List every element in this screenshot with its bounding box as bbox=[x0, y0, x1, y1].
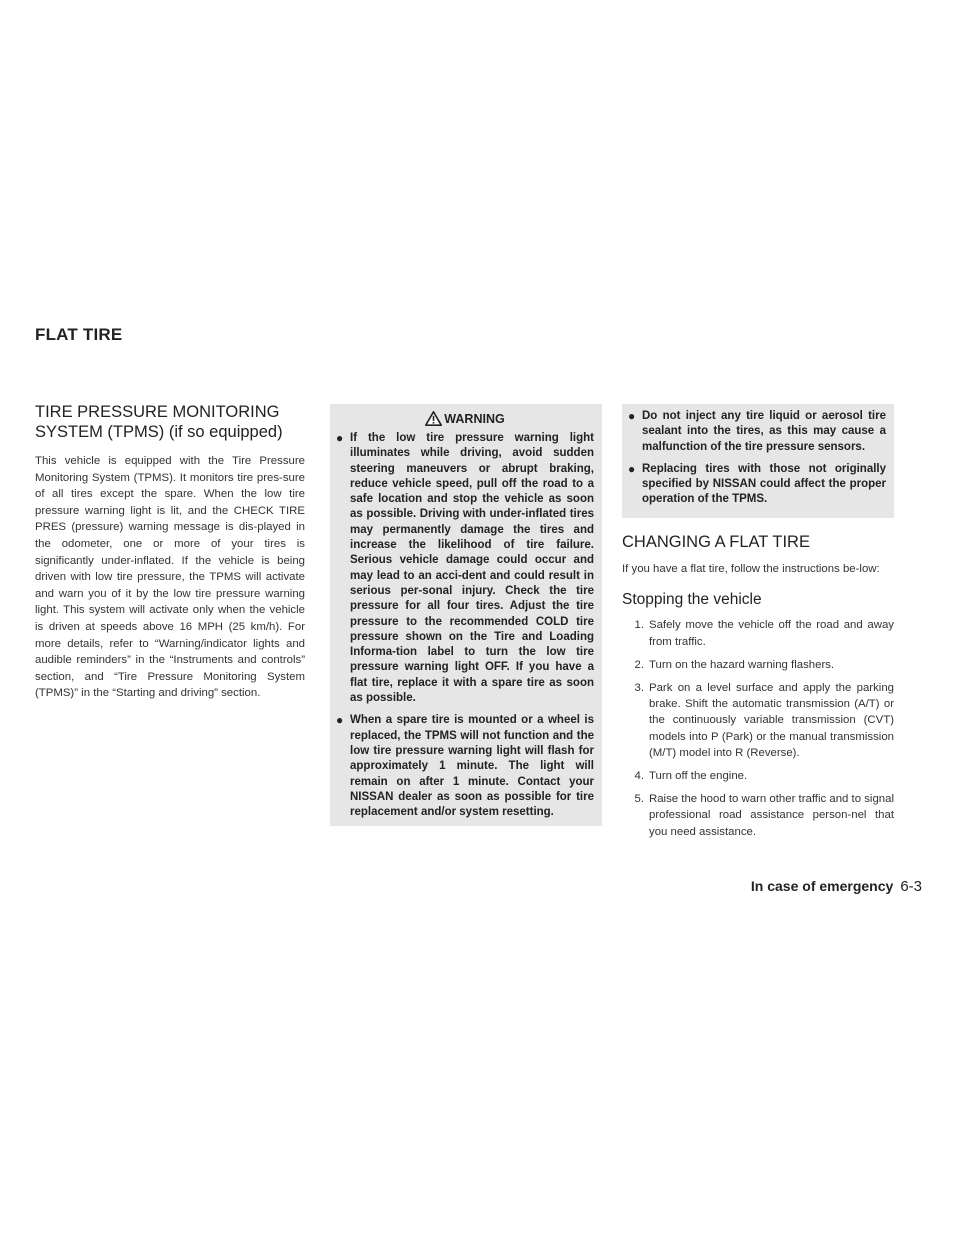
step-number: 1. bbox=[634, 619, 644, 632]
step-number: 3. bbox=[634, 681, 644, 694]
changing-tire-intro: If you have a flat tire, follow the instructions be-low: bbox=[622, 562, 880, 575]
tpms-body: This vehicle is equipped with the Tire Pressure Monitoring System (TPMS). It monitors tire pres-sure of all tires except the spare. When the low tire pressure warning light is lit, and the CHECK TIRE PRES (pressure) warning message is dis-played in the odometer, one or more of your tires is significantly under-inflated. If the vehicle is being driven with low tire pressure, the TPMS will activate and warn you of it by the low tire pressure warning light. This system will activate only when the vehicle is driven at speeds above 16 MPH (25 km/h). For more details, refer to “Warning/indicator lights and audible reminders” in the “Instruments and controls” section, and “Tire Pressure Monitoring System (TPMS)” in the “Starting and driving” section. bbox=[35, 455, 305, 700]
step-text: Safely move the vehicle off the road and away from traffic. bbox=[649, 619, 894, 648]
bullet-icon: ● bbox=[628, 409, 636, 423]
step-text: Turn off the engine. bbox=[649, 770, 748, 783]
bullet-icon: ● bbox=[336, 713, 344, 728]
list-item bbox=[622, 680, 894, 762]
tpms-heading: TIRE PRESSURE MONITORING SYSTEM (TPMS) (if so equipped) bbox=[35, 403, 283, 441]
warning-item-text: If the low tire pressure warning light illuminates while driving, avoid sudden steering maneuvers or abrupt braking, reduce vehicle speed, pull off the road to a safe location and stop the vehicle as soon as possible. Driving with under-inflated tires may permanently damage the tires and increase the likelihood of tire failure. Serious vehicle damage could occur and may lead to an acci-dent and could result in serious per-sonal injury. Check the tire pressure for all four tires. Adjust the tire pressure to the recommended COLD tire pressure shown on the Tire and Loading Informa-tion label to turn the low tire pressure warning light OFF. If you have a flat tire, replace it with a spare tire as soon as possible. bbox=[350, 432, 594, 705]
stopping-vehicle-heading: Stopping the vehicle bbox=[622, 591, 762, 609]
section-title: FLAT TIRE bbox=[35, 325, 123, 344]
warning-label: WARNING bbox=[444, 411, 505, 426]
list-item bbox=[622, 617, 894, 650]
step-number: 4. bbox=[634, 770, 644, 783]
warning-item bbox=[628, 409, 886, 455]
warning-triangle-icon bbox=[425, 411, 442, 426]
step-number: 5. bbox=[634, 793, 644, 806]
tpms-column bbox=[35, 402, 305, 702]
steps-list bbox=[622, 617, 894, 840]
warning-item-text: Replacing tires with those not originally specified by NISSAN could affect the proper operation of the TPMS. bbox=[642, 462, 886, 506]
warning-item bbox=[336, 431, 594, 706]
warning-header bbox=[336, 408, 594, 431]
changing-tire-column bbox=[622, 404, 894, 847]
warning-box-continued bbox=[622, 404, 894, 518]
step-text: Raise the hood to warn other traffic and to signal professional road assistance person-nel that you need assistance. bbox=[649, 793, 894, 838]
list-item bbox=[622, 657, 894, 673]
list-item bbox=[622, 768, 894, 784]
bullet-icon: ● bbox=[628, 461, 636, 476]
warning-box bbox=[330, 404, 602, 826]
step-text: Park on a level surface and apply the parking brake. Shift the automatic transmission (A/T) or the continuously variable transmission (CVT) models into P (Park) or the manual transmission (M/T) model into R (Reverse). bbox=[649, 681, 894, 760]
warning-column bbox=[330, 404, 602, 826]
step-number: 2. bbox=[634, 658, 644, 671]
step-text: Turn on the hazard warning flashers. bbox=[649, 658, 835, 671]
footer-section-name: In case of emergency bbox=[750, 878, 894, 894]
bullet-icon: ● bbox=[336, 431, 344, 445]
changing-tire-heading: CHANGING A FLAT TIRE bbox=[622, 532, 810, 551]
list-item bbox=[622, 791, 894, 840]
warning-item bbox=[628, 462, 886, 508]
page-footer bbox=[751, 878, 922, 895]
page-number: 6-3 bbox=[900, 878, 922, 895]
warning-item-text: Do not inject any tire liquid or aerosol tire sealant into the tires, as this may cause a malfunction of the tire pressure sensors. bbox=[642, 410, 886, 453]
warning-item-text: When a spare tire is mounted or a wheel is replaced, the TPMS will not function and the low tire pressure warning light will flash for approximately 1 minute. The light will remain on after 1 minute. Contact your NISSAN dealer as soon as possible for tire replacement and/or system resetting. bbox=[350, 714, 594, 819]
warning-item bbox=[336, 713, 594, 820]
